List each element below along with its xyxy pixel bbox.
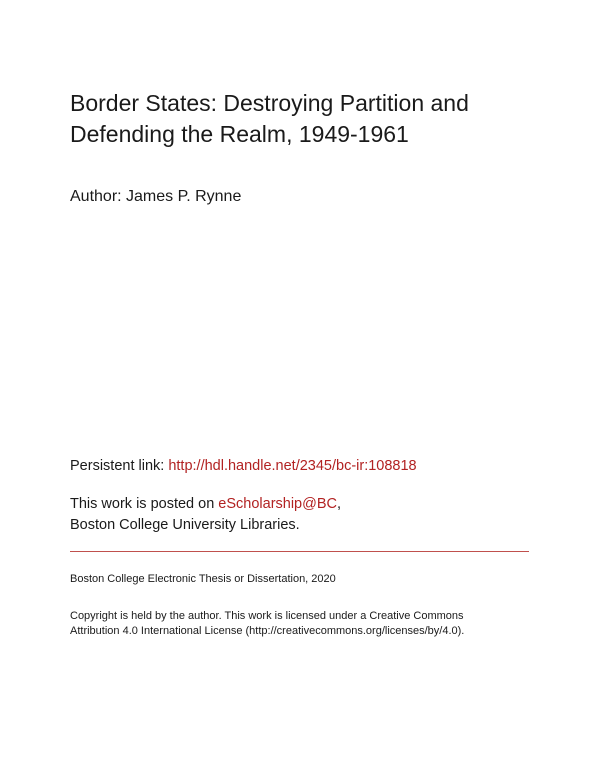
posted-prefix: This work is posted on xyxy=(70,496,219,512)
persistent-link-label: Persistent link: xyxy=(70,458,169,474)
persistent-link[interactable]: http://hdl.handle.net/2345/bc-ir:108818 xyxy=(168,458,417,474)
title-line-1: Border States: Destroying Partition and xyxy=(70,90,469,116)
author-name: James P. Rynne xyxy=(126,188,242,205)
copyright-notice xyxy=(70,609,540,639)
copyright-line-2: Attribution 4.0 International License (http://creativecommons.org/licenses/by/4.0). xyxy=(70,625,465,637)
thesis-note: Boston College Electronic Thesis or Dissertation, 2020 xyxy=(70,573,336,585)
posted-suffix: , xyxy=(337,496,342,512)
posted-statement xyxy=(70,494,341,536)
author-line xyxy=(70,186,241,208)
posted-line-2: Boston College University Libraries. xyxy=(70,517,300,533)
copyright-line-1: Copyright is held by the author. This work is licensed under a Creative Commons xyxy=(70,610,464,622)
persistent-link-line xyxy=(70,456,417,476)
divider-rule xyxy=(70,551,529,552)
document-title xyxy=(70,88,540,150)
author-label: Author: xyxy=(70,188,127,205)
escholarship-link[interactable]: eScholarship@BC xyxy=(218,496,337,512)
title-line-2: Defending the Realm, 1949-1961 xyxy=(70,121,409,147)
